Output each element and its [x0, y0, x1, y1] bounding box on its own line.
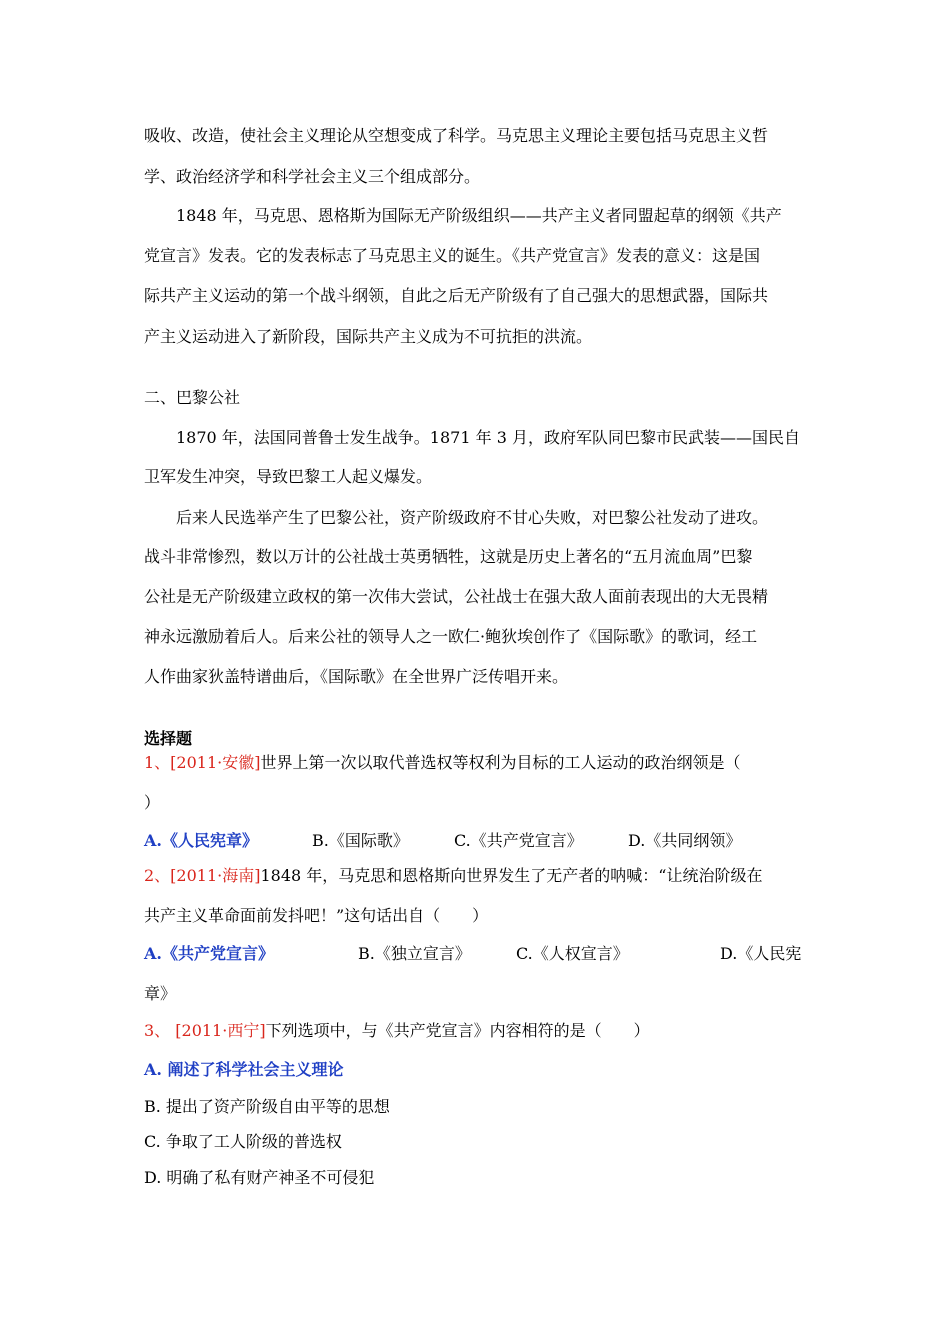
question-source: 3、 [2011·西宁] [144, 1021, 266, 1040]
section-heading: 二、巴黎公社 [144, 388, 241, 407]
quiz-title: 选择题 [144, 729, 193, 748]
question-text: 世界上第一次以取代普选权等权利为目标的工人运动的政治纲领是（ [260, 753, 741, 772]
paragraph-line: 战斗非常惨烈，数以万计的公社战士英勇牺牲，这就是历史上著名的“五月流血周”巴黎 [144, 547, 753, 566]
option-a: A.《人民宪章》 [144, 831, 258, 850]
paragraph-line: 公社是无产阶级建立政权的第一次伟大尝试，公社战士在强大敌人面前表现出的大无畏精 [144, 587, 769, 606]
option-c: C.《人权宣言》 [516, 944, 629, 963]
question-text: 下列选项中，与《共产党宣言》内容相符的是（ ） [265, 1021, 650, 1040]
question-text: 1848 年，马克思和恩格斯向世界发生了无产者的呐喊：“让统治阶级在 [260, 866, 763, 885]
paragraph-line: 神永远激励着后人。后来公社的领导人之一欧仁·鲍狄埃创作了《国际歌》的歌词，经工 [144, 627, 758, 646]
option-d: D.《人民宪 [720, 944, 802, 963]
option-a: A. 阐述了科学社会主义理论 [144, 1060, 344, 1079]
option-d: D. 明确了私有财产神圣不可侵犯 [144, 1168, 375, 1187]
option-d-cont: 章》 [144, 984, 177, 1003]
question-1 [144, 753, 814, 773]
paragraph-line: 党宣言》发表。它的发表标志了马克思主义的诞生。《共产党宣言》发表的意义：这是国 [144, 246, 761, 265]
paragraph-line: 后来人民选举产生了巴黎公社，资产阶级政府不甘心失败，对巴黎公社发动了进攻。 [176, 508, 769, 527]
question-2 [144, 866, 814, 886]
paragraph-line: 际共产主义运动的第一个战斗纲领，自此之后无产阶级有了自己强大的思想武器，国际共 [144, 286, 769, 305]
paragraph-line: 卫军发生冲突，导致巴黎工人起义爆发。 [144, 467, 433, 486]
option-b: B. 提出了资产阶级自由平等的思想 [144, 1097, 390, 1116]
option-c: C. 争取了工人阶级的普选权 [144, 1132, 342, 1151]
question-source: 1、[2011·安徽] [144, 753, 261, 772]
question-3 [144, 1021, 814, 1041]
paragraph-line: 人作曲家狄盖特谱曲后，《国际歌》在全世界广泛传唱开来。 [144, 667, 569, 686]
option-c: C.《共产党宣言》 [454, 831, 583, 850]
paragraph-line: 吸收、改造，使社会主义理论从空想变成了科学。马克思主义理论主要包括马克思主义哲 [144, 126, 769, 145]
option-a: A.《共产党宣言》 [144, 944, 274, 963]
option-d: D.《共同纲领》 [628, 831, 742, 850]
option-b: B.《国际歌》 [312, 831, 409, 850]
paragraph-line: 1848 年，马克思、恩格斯为国际无产阶级组织——共产主义者同盟起草的纲领《共产 [176, 206, 782, 225]
option-b: B.《独立宣言》 [358, 944, 471, 963]
paragraph-line: 1870 年，法国同普鲁士发生战争。1871 年 3 月，政府军队同巴黎市民武装——国民自 [176, 428, 800, 447]
paragraph-line: 学、政治经济学和科学社会主义三个组成部分。 [144, 167, 481, 186]
paragraph-line: 产主义运动进入了新阶段，国际共产主义成为不可抗拒的洪流。 [144, 327, 593, 346]
question-text-cont: 共产主义革命面前发抖吧！”这句话出自（ ） [144, 906, 489, 925]
question-source: 2、[2011·海南] [144, 866, 261, 885]
question-text-cont: ） [144, 793, 161, 812]
